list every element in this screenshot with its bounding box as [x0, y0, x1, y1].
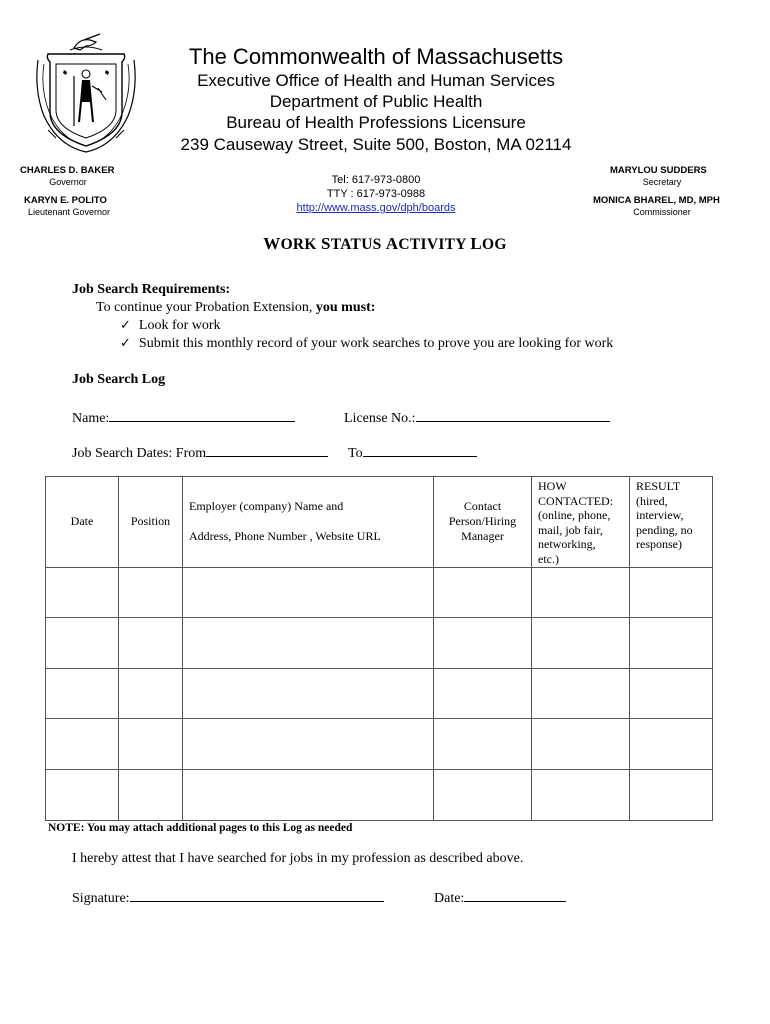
dates-to-field	[348, 442, 477, 462]
name-input-line[interactable]	[109, 407, 295, 422]
header-employer-line2: Address, Phone Number , Website URL	[189, 529, 381, 544]
header-employer-line1: Employer (company) Name and	[189, 499, 344, 514]
how-line: mail, job fair,	[538, 522, 603, 537]
contact-cell[interactable]	[434, 567, 532, 618]
result-line: (hired,	[636, 493, 668, 508]
employer-cell[interactable]	[183, 567, 434, 618]
lieutenant-governor-role: Lieutenant Governor	[27, 207, 111, 217]
attestation-statement: I hereby attest that I have searched for jobs in my profession as described above.	[72, 851, 524, 866]
result-line: RESULT	[636, 479, 681, 493]
contact-cell[interactable]	[434, 769, 532, 820]
contact-cell[interactable]	[434, 618, 532, 669]
checkmark-icon: ✓	[120, 318, 131, 333]
how-contacted-cell[interactable]	[532, 618, 630, 669]
department-title: Department of Public Health	[269, 92, 483, 111]
how-line: networking,	[538, 537, 596, 552]
table-row	[46, 719, 713, 770]
dates-from-field	[72, 442, 328, 462]
date-cell[interactable]	[46, 618, 119, 669]
dates-to-label: To	[348, 446, 363, 461]
header-contact: Contact Person/Hiring Manager	[434, 477, 532, 568]
title-ctivity: CTIVITY	[398, 236, 471, 253]
secretary-role: Secretary	[642, 177, 682, 187]
tty-number: TTY : 617-973-0988	[326, 188, 426, 200]
signature-input-line[interactable]	[130, 887, 384, 902]
header-result	[630, 477, 713, 568]
table-header-row	[46, 477, 713, 568]
name-label: Name:	[72, 411, 110, 426]
header-how-contacted	[532, 477, 630, 568]
position-cell[interactable]	[119, 668, 183, 719]
signature-field	[72, 887, 384, 907]
result-cell[interactable]	[630, 719, 713, 770]
header-date: Date	[46, 477, 119, 568]
requirements-heading: Job Search Requirements:	[72, 282, 231, 297]
date-to-input-line[interactable]	[363, 442, 477, 457]
title-l: L	[470, 234, 483, 253]
date-from-input-line[interactable]	[206, 442, 328, 457]
employer-cell[interactable]	[183, 719, 434, 770]
how-contacted-cell[interactable]	[532, 668, 630, 719]
how-line: CONTACTED:	[538, 493, 614, 508]
date-cell[interactable]	[46, 719, 119, 770]
dates-from-label: Job Search Dates: From	[72, 446, 207, 461]
boards-url[interactable]: http://www.mass.gov/dph/boards	[296, 202, 456, 214]
signature-label: Signature:	[72, 891, 130, 906]
employer-cell[interactable]	[183, 769, 434, 820]
title-a: A	[385, 234, 399, 253]
result-line: interview,	[636, 508, 684, 523]
table-row	[46, 618, 713, 669]
requirement-text: Submit this monthly record of your work searches to prove you are looking for work	[138, 336, 614, 351]
license-input-line[interactable]	[416, 407, 610, 422]
title-og: OG	[482, 236, 507, 253]
result-cell[interactable]	[630, 769, 713, 820]
attachment-note: NOTE: You may attach additional pages to this Log as needed	[48, 822, 353, 834]
name-field	[72, 407, 295, 427]
massachusetts-seal	[34, 30, 138, 156]
form-title	[0, 234, 770, 254]
title-tatus: TATUS	[330, 236, 386, 253]
date-label: Date:	[434, 891, 465, 906]
bureau-title: Bureau of Health Professions Licensure	[226, 113, 526, 132]
requirement-item	[120, 336, 613, 352]
date-field	[434, 887, 566, 907]
checkmark-icon: ✓	[120, 336, 131, 351]
header-employer-text	[183, 499, 433, 544]
commonwealth-title: The Commonwealth of Massachusetts	[188, 44, 564, 69]
commissioner-name: MONICA BHAREL, MD, MPH	[593, 195, 720, 206]
license-field	[344, 407, 610, 427]
log-heading: Job Search Log	[72, 372, 166, 387]
contact-cell[interactable]	[434, 719, 532, 770]
result-line: pending, no	[636, 522, 693, 537]
result-cell[interactable]	[630, 567, 713, 618]
position-cell[interactable]	[119, 567, 183, 618]
lieutenant-governor-name: KARYN E. POLITO	[24, 195, 107, 206]
table-row	[46, 769, 713, 820]
how-line: etc.)	[538, 551, 559, 566]
table-row	[46, 567, 713, 618]
requirements-intro-bold: you must:	[315, 300, 376, 315]
title-w: W	[263, 234, 281, 253]
how-line: HOW	[538, 479, 567, 493]
how-contacted-cell[interactable]	[532, 719, 630, 770]
employer-cell[interactable]	[183, 668, 434, 719]
requirements-intro-text: To continue your Probation Extension,	[96, 300, 316, 315]
date-input-line[interactable]	[464, 887, 566, 902]
requirements-intro	[96, 300, 375, 316]
job-search-log-table	[45, 476, 713, 821]
position-cell[interactable]	[119, 719, 183, 770]
license-label: License No.:	[344, 411, 416, 426]
result-line: response)	[636, 537, 682, 552]
secretary-name: MARYLOU SUDDERS	[610, 165, 707, 176]
telephone: Tel: 617-973-0800	[331, 174, 421, 186]
how-contacted-cell[interactable]	[532, 567, 630, 618]
position-cell[interactable]	[119, 769, 183, 820]
governor-name: CHARLES D. BAKER	[20, 165, 115, 176]
table-row	[46, 668, 713, 719]
position-cell[interactable]	[119, 618, 183, 669]
header-position: Position	[119, 477, 183, 568]
header-employer	[183, 477, 434, 568]
office-address: 239 Causeway Street, Suite 500, Boston, MA 02114	[180, 135, 572, 154]
date-cell[interactable]	[46, 567, 119, 618]
how-contacted-cell[interactable]	[532, 769, 630, 820]
result-cell[interactable]	[630, 668, 713, 719]
date-cell[interactable]	[46, 769, 119, 820]
boards-website-link[interactable]	[276, 202, 476, 214]
commissioner-role: Commissioner	[633, 207, 691, 217]
title-ork: ORK	[280, 236, 321, 253]
title-s: S	[320, 234, 331, 253]
governor-role: Governor	[49, 177, 87, 187]
result-cell[interactable]	[630, 618, 713, 669]
executive-office-title: Executive Office of Health and Human Services	[197, 71, 555, 90]
date-cell[interactable]	[46, 668, 119, 719]
requirement-text: Look for work	[138, 318, 221, 333]
employer-cell[interactable]	[183, 618, 434, 669]
contact-cell[interactable]	[434, 668, 532, 719]
requirement-item	[120, 318, 221, 334]
how-line: (online, phone,	[538, 508, 611, 523]
